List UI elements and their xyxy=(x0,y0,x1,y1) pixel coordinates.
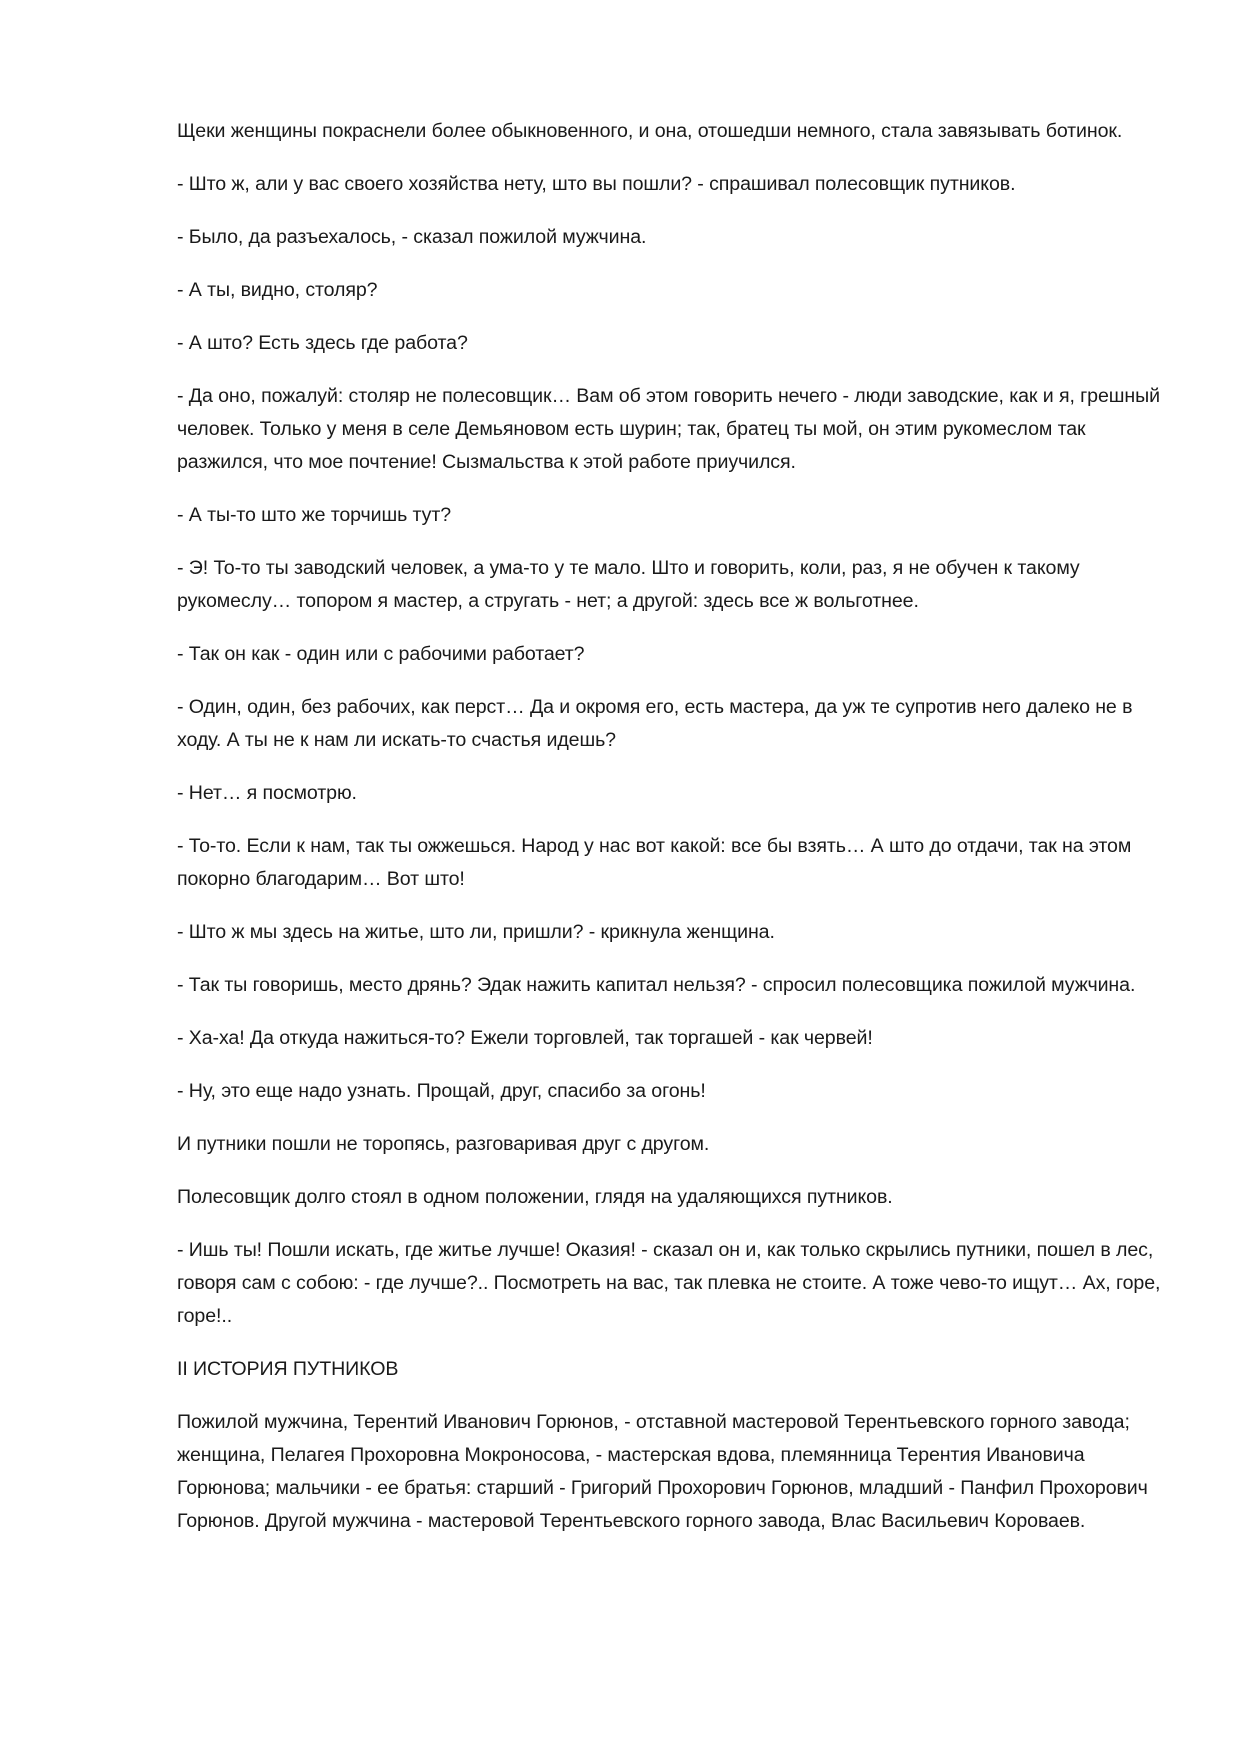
paragraph: - А ты, видно, столяр? xyxy=(177,279,378,301)
paragraph: Пожилой мужчина, Терентий Иванович Горюнов, - отставной мастеровой Терентьевского горного завода; женщина, Пелагея Прохоровна Мокроносова, - мастерская вдова, племянница Терентия Ивановича Горюнова; мальчики - ее братья: старший - Григорий Прохорович Горюнов, младший - Панфил Прохорович Горюнов. Другой мужчина - мастеровой Терентьевского горного завода, Влас Васильевич Короваев. xyxy=(177,1411,1148,1532)
paragraph: И путники пошли не торопясь, разговаривая друг с другом. xyxy=(177,1133,710,1155)
paragraph: - Э! То-то ты заводский человек, а ума-то у те мало. Што и говорить, коли, раз, я не обучен к такому рукомеслу… топором я мастер, а стругать - нет; а другой: здесь все ж вольготнее. xyxy=(177,557,1080,612)
paragraph: - Так он как - один или с рабочими работает? xyxy=(177,643,585,665)
section-heading: II ИСТОРИЯ ПУТНИКОВ xyxy=(177,1358,399,1380)
paragraph: - Што ж мы здесь на житье, што ли, пришли? - крикнула женщина. xyxy=(177,921,775,943)
paragraph: - Так ты говоришь, место дрянь? Эдак нажить капитал нельзя? - спросил полесовщика пожилой мужчина. xyxy=(177,974,1136,996)
paragraph: - Ха-ха! Да откуда нажиться-то? Ежели торговлей, так торгашей - как червей! xyxy=(177,1027,873,1049)
paragraph: - Да оно, пожалуй: столяр не полесовщик… Вам об этом говорить нечего - люди заводские, как и я, грешный человек. Только у меня в селе Демьяновом есть шурин; так, братец ты мой, он этим рукомеслом так разжился, что мое почтение! Сызмальства к этой работе приучился. xyxy=(177,385,1160,473)
paragraph: - Ну, это еще надо узнать. Прощай, друг, спасибо за огонь! xyxy=(177,1080,706,1102)
document-body xyxy=(177,115,1162,1558)
paragraph: - Што ж, али у вас своего хозяйства нету, што вы пошли? - спрашивал полесовщик путников. xyxy=(177,173,1016,195)
paragraph: - Нет… я посмотрю. xyxy=(177,782,357,804)
paragraph: - А ты-то што же торчишь тут? xyxy=(177,504,452,526)
paragraph: - Было, да разъехалось, - сказал пожилой мужчина. xyxy=(177,226,647,248)
paragraph: - А што? Есть здесь где работа? xyxy=(177,332,468,354)
paragraph: Полесовщик долго стоял в одном положении, глядя на удаляющихся путников. xyxy=(177,1186,893,1208)
paragraph: - Один, один, без рабочих, как перст… Да и окромя его, есть мастера, да уж те супротив него далеко не в ходу. А ты не к нам ли искать-то счастья идешь? xyxy=(177,696,1133,751)
paragraph: Щеки женщины покраснели более обыкновенного, и она, отошедши немного, стала завязывать ботинок. xyxy=(177,120,1123,142)
paragraph: - То-то. Если к нам, так ты ожжешься. Народ у нас вот какой: все бы взять… А што до отдачи, так на этом покорно благодарим… Вот што! xyxy=(177,835,1132,890)
paragraph: - Ишь ты! Пошли искать, где житье лучше! Оказия! - сказал он и, как только скрылись путники, пошел в лес, говоря сам с собою: - где лучше?.. Посмотреть на вас, так плевка не стоите. А тоже чево-то ищут… Ах, горе, горе!.. xyxy=(177,1239,1161,1327)
